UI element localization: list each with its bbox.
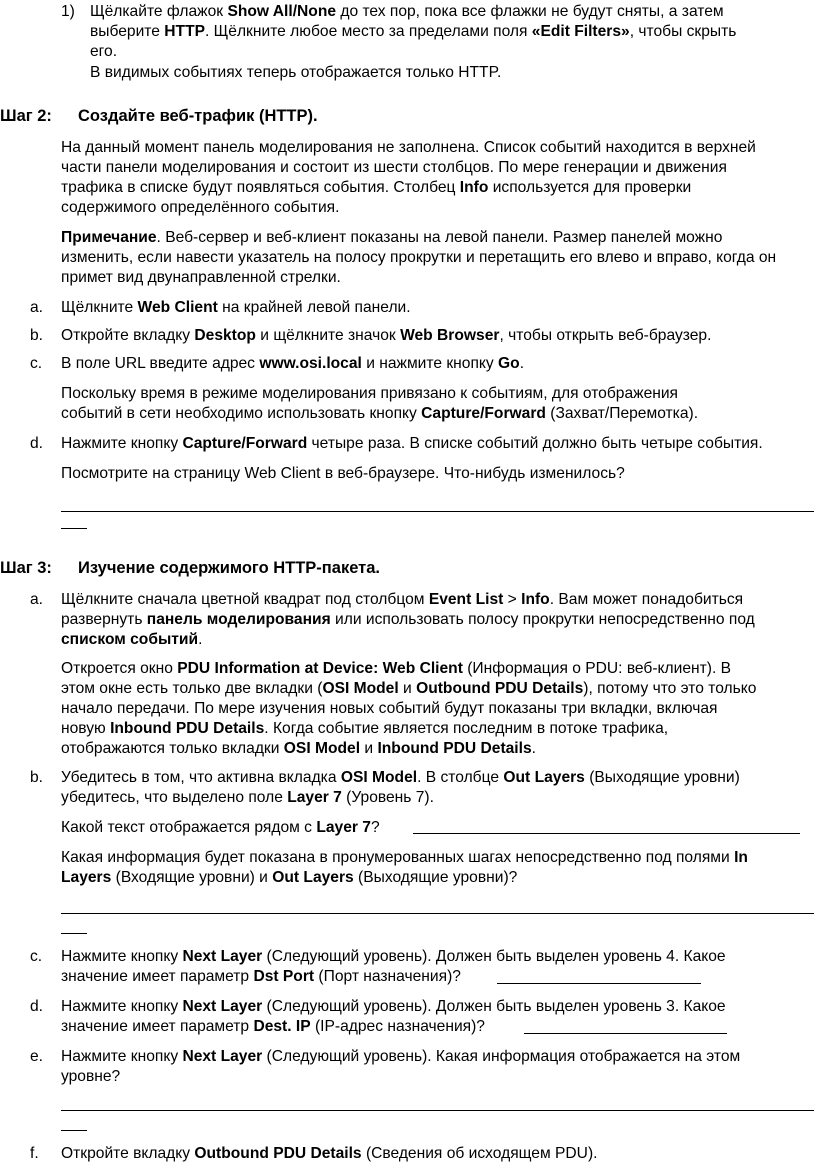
list-item: значение имеет параметр Dst Port (Порт назначения)? <box>61 968 461 985</box>
list-item: значение имеет параметр Dest. IP (IP-адрес назначения)? <box>61 1018 485 1035</box>
list-letter: a. <box>30 591 44 608</box>
list-letter: d. <box>30 435 44 452</box>
list-number: 1) <box>61 3 75 20</box>
list-item: Щёлкните Web Client на крайней левой панели. <box>61 299 411 316</box>
list-item: Откройте вкладку Outbound PDU Details (Сведения об исходящем PDU). <box>61 1145 598 1162</box>
list-item: уровне? <box>61 1068 121 1085</box>
list-item: Щёлкните сначала цветной квадрат под столбцом Event List > Info. Вам может понадобиться <box>61 591 744 608</box>
list-item: Убедитесь в том, что активна вкладка OSI Model. В столбце Out Layers (Выходящие уровни) <box>61 769 740 786</box>
paragraph-line: На данный момент панель моделирования не заполнена. Список событий находится в верхней <box>61 139 756 156</box>
list-letter: b. <box>30 327 44 344</box>
list-item: Нажмите кнопку Next Layer (Следующий уровень). Какая информация отображается на этом <box>61 1048 741 1065</box>
answer-line[interactable] <box>413 833 800 834</box>
paragraph-line: трафика в списке будут появляться события. Столбец Info используется для проверки <box>61 179 692 196</box>
paragraph-line: этом окне есть только две вкладки (OSI Model и Outbound PDU Details), потому что это только <box>61 680 757 697</box>
step-title: Изучение содержимого HTTP-пакета. <box>78 559 381 577</box>
answer-line[interactable] <box>61 528 87 529</box>
question: Посмотрите на страницу Web Client в веб-браузере. Что-нибудь изменилось? <box>61 465 625 482</box>
paragraph-line: начало передачи. По мере изучения новых событий будут показаны три вкладки, включая <box>61 700 718 717</box>
answer-line[interactable] <box>61 913 814 914</box>
list-item: Нажмите кнопку Capture/Forward четыре раза. В списке событий должно быть четыре события. <box>61 435 763 452</box>
answer-line[interactable] <box>497 983 701 984</box>
paragraph-line: Поскольку время в режиме моделирования привязано к событиям, для отображения <box>61 385 679 402</box>
list-item: Откройте вкладку Desktop и щёлкните значок Web Browser, чтобы открыть веб-браузер. <box>61 327 712 344</box>
paragraph-line: содержимого определённого события. <box>61 199 340 216</box>
paragraph-line: В видимых событиях теперь отображается только HTTP. <box>90 64 502 81</box>
list-letter: f. <box>30 1145 39 1162</box>
note-line: Примечание. Веб-сервер и веб-клиент показаны на левой панели. Размер панелей можно <box>61 229 723 246</box>
question: Какой текст отображается рядом с Layer 7? <box>61 819 380 836</box>
answer-line[interactable] <box>61 1130 87 1131</box>
list-letter: d. <box>30 998 44 1015</box>
paragraph-line: его. <box>90 43 118 60</box>
answer-line[interactable] <box>524 1033 727 1034</box>
paragraph-line: Откроется окно PDU Information at Device: Web Client (Информация о PDU: веб-клиент). В <box>61 660 732 677</box>
question: Layers (Входящие уровни) и Out Layers (Выходящие уровни)? <box>61 869 518 886</box>
list-item: Нажмите кнопку Next Layer (Следующий уровень). Должен быть выделен уровень 3. Какое <box>61 998 726 1015</box>
paragraph-line: событий в сети необходимо использовать кнопку Capture/Forward (Захват/Перемотка). <box>61 405 699 422</box>
question: Какая информация будет показана в пронумерованных шагах непосредственно под полями In <box>61 849 748 866</box>
step-label: Шаг 2: <box>0 107 52 125</box>
paragraph-line: отображаются только вкладки OSI Model и Inbound PDU Details. <box>61 740 536 757</box>
step-title: Создайте веб-трафик (HTTP). <box>78 107 318 125</box>
note-line: изменить, если навести указатель на полосу прокрутки и перетащить его влево и вправо, когда он <box>61 249 777 266</box>
list-item: развернуть панель моделирования или использовать полосу прокрутки непосредственно под <box>61 611 755 628</box>
paragraph-line: части панели моделирования и состоит из шести столбцов. По мере генерации и движения <box>61 159 727 176</box>
list-letter: b. <box>30 769 44 786</box>
list-letter: a. <box>30 299 44 316</box>
answer-line[interactable] <box>61 1110 814 1111</box>
list-item: В поле URL введите адрес www.osi.local и нажмите кнопку Go. <box>61 355 525 372</box>
paragraph-line: выберите HTTP. Щёлкните любое место за пределами поля «Edit Filters», чтобы скрыть <box>90 23 737 40</box>
list-letter: e. <box>30 1048 44 1065</box>
answer-line[interactable] <box>61 933 87 934</box>
list-letter: c. <box>30 948 43 965</box>
list-item: убедитесь, что выделено поле Layer 7 (Уровень 7). <box>61 789 434 806</box>
paragraph-line: новую Inbound PDU Details. Когда событие является последним в потоке трафика, <box>61 720 669 737</box>
list-letter: c. <box>30 355 43 372</box>
note-line: примет вид двунаправленной стрелки. <box>61 269 341 286</box>
paragraph-line: Щёлкайте флажок Show All/None до тех пор, пока все флажки не будут сняты, а затем <box>90 3 724 20</box>
step-label: Шаг 3: <box>0 559 52 577</box>
answer-line[interactable] <box>61 511 814 512</box>
list-item: списком событий. <box>61 631 203 648</box>
list-item: Нажмите кнопку Next Layer (Следующий уровень). Должен быть выделен уровень 4. Какое <box>61 948 726 965</box>
